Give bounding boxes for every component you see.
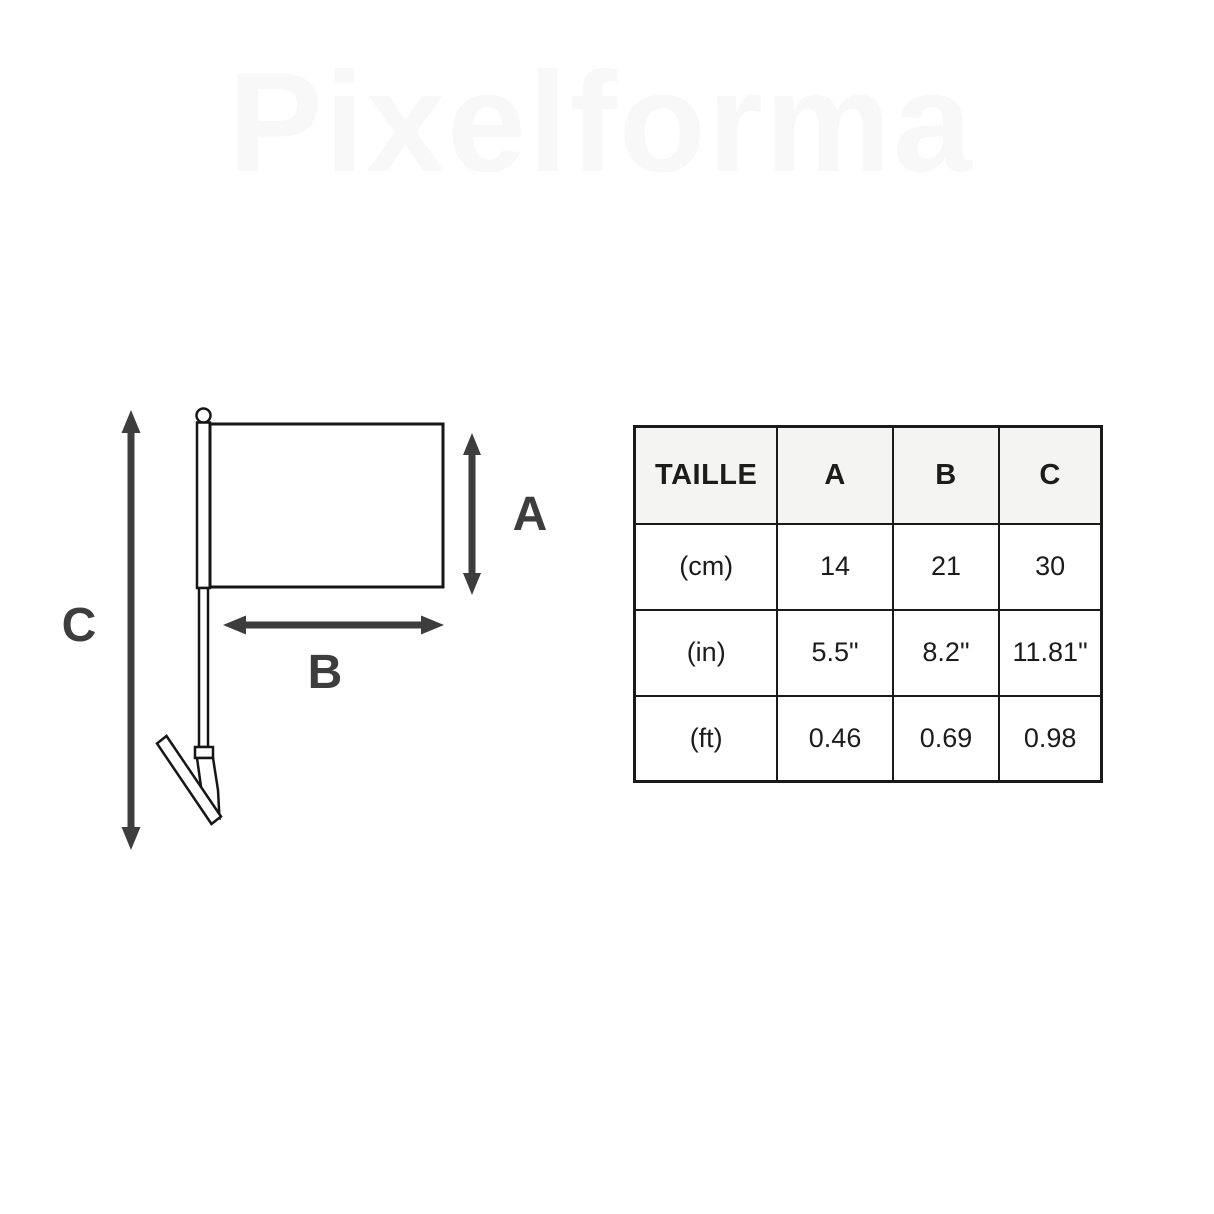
car-flag-diagram xyxy=(40,380,580,880)
arrow-right-icon xyxy=(421,616,444,635)
row-label-cm: (cm) xyxy=(635,524,778,610)
dimension-label-c: C xyxy=(61,599,97,652)
dimension-label-b: B xyxy=(307,646,343,699)
value-a-in: 5.5" xyxy=(777,610,892,696)
table-header-row xyxy=(635,427,1102,524)
value-c-ft: 0.98 xyxy=(999,696,1101,782)
row-label-ft: (ft) xyxy=(635,696,778,782)
value-c-in: 11.81" xyxy=(999,610,1101,696)
dimension-label-a: A xyxy=(512,488,548,541)
value-b-in: 8.2" xyxy=(893,610,999,696)
arrow-left-icon xyxy=(223,616,246,635)
arrow-down-icon xyxy=(122,827,141,850)
table-row-in xyxy=(635,610,1102,696)
row-label-in: (in) xyxy=(635,610,778,696)
pole-top-ball xyxy=(197,409,211,423)
value-b-ft: 0.69 xyxy=(893,696,999,782)
arrow-up-icon xyxy=(463,433,481,455)
size-table xyxy=(633,425,1103,783)
value-c-cm: 30 xyxy=(999,524,1101,610)
header-a: A xyxy=(777,427,892,524)
flag-panel xyxy=(210,424,443,587)
table-row-ft xyxy=(635,696,1102,782)
header-b: B xyxy=(893,427,999,524)
flag-pole-upper xyxy=(197,423,210,589)
arrow-down-icon xyxy=(463,573,481,595)
header-taille: TAILLE xyxy=(635,427,778,524)
value-a-cm: 14 xyxy=(777,524,892,610)
value-b-cm: 21 xyxy=(893,524,999,610)
watermark-text: Pixelforma xyxy=(228,43,975,202)
header-c: C xyxy=(999,427,1101,524)
arrow-up-icon xyxy=(122,410,141,433)
dimension-arrow-c xyxy=(122,410,141,850)
table-row-cm xyxy=(635,524,1102,610)
flag-pole-lower xyxy=(199,588,208,747)
dimension-arrow-b xyxy=(223,616,444,635)
clip-collar xyxy=(195,747,213,758)
value-a-ft: 0.46 xyxy=(777,696,892,782)
dimension-arrow-a xyxy=(463,433,481,595)
